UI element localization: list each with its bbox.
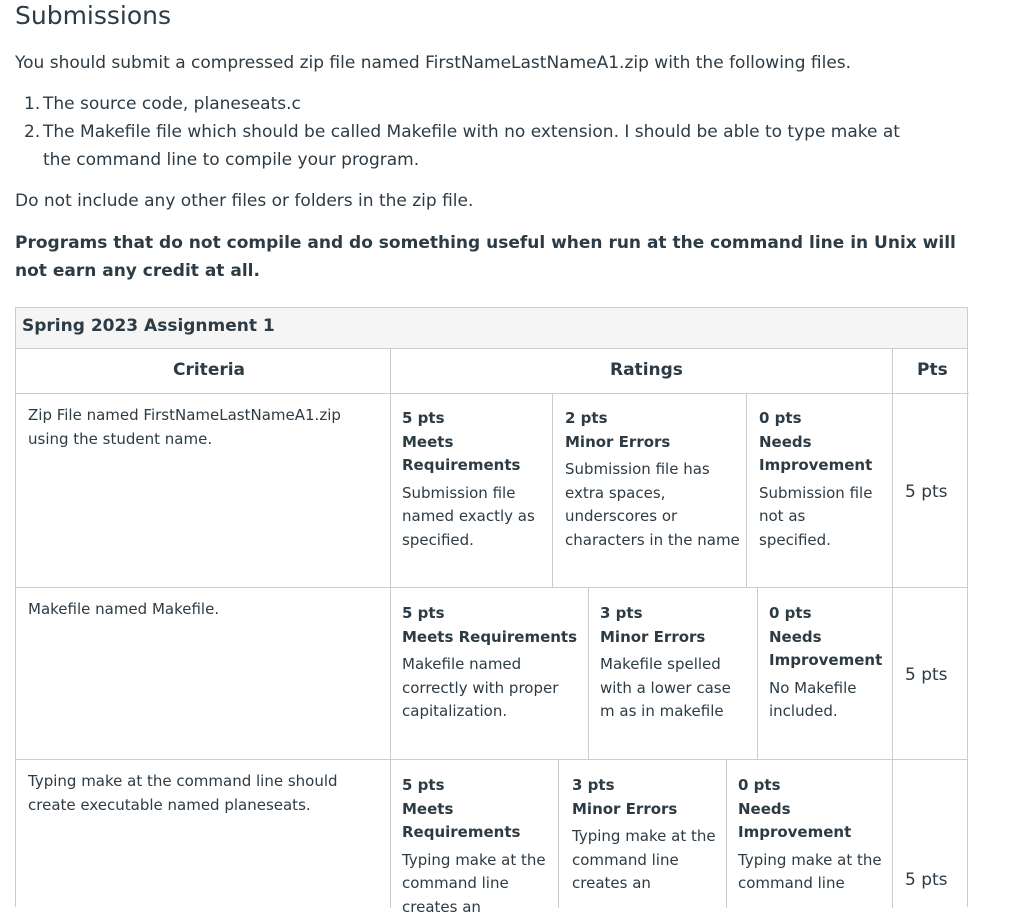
rating-label: Needs Improvement bbox=[738, 798, 886, 845]
rating-points: 5 pts bbox=[402, 604, 445, 622]
rating-points: 0 pts bbox=[759, 409, 802, 427]
column-divider bbox=[390, 348, 391, 908]
ratings-header: Ratings bbox=[391, 348, 893, 394]
rating-points: 3 pts bbox=[600, 604, 643, 622]
rating-label: Minor Errors bbox=[565, 431, 743, 455]
criterion-points: 5 pts bbox=[905, 870, 948, 890]
rating-cell bbox=[572, 774, 720, 896]
list-item bbox=[15, 118, 913, 174]
rating-label: Meets Requirements bbox=[402, 626, 584, 650]
rating-divider bbox=[588, 588, 589, 759]
list-number: 2. bbox=[24, 118, 40, 146]
rating-label: Needs Improvement bbox=[769, 626, 879, 673]
criteria-header: Criteria bbox=[16, 348, 391, 394]
rating-cell bbox=[759, 407, 881, 552]
rating-points: 5 pts bbox=[402, 776, 445, 794]
rating-label: Meets Requirements bbox=[402, 798, 552, 845]
rating-divider bbox=[726, 760, 727, 908]
rating-description: Typing make at the command line creates an bbox=[402, 849, 552, 919]
rating-description: Typing make at the command line bbox=[738, 849, 886, 896]
rating-points: 0 pts bbox=[738, 776, 781, 794]
rating-cell bbox=[565, 407, 743, 552]
rating-divider bbox=[558, 760, 559, 908]
rating-cell bbox=[402, 407, 542, 552]
rating-divider bbox=[552, 394, 553, 587]
rating-description: Typing make at the command line creates an bbox=[572, 825, 720, 896]
list-text: The source code, planeseats.c bbox=[43, 94, 301, 114]
rating-points: 3 pts bbox=[572, 776, 615, 794]
rating-cell bbox=[402, 602, 584, 724]
rubric-caption bbox=[16, 308, 967, 349]
rating-cell bbox=[769, 602, 879, 724]
rating-description: Submission file not as specified. bbox=[759, 482, 881, 553]
intro-text: You should submit a compressed zip file named FirstNameLastNameA1.zip with the following files. bbox=[15, 49, 851, 77]
criterion-points: 5 pts bbox=[905, 665, 948, 685]
criterion-text: Zip File named FirstNameLastNameA1.zip using the student name. bbox=[28, 403, 373, 451]
criterion-points: 5 pts bbox=[905, 482, 948, 502]
rating-description: Makefile named correctly with proper capitalization. bbox=[402, 653, 584, 724]
list-item bbox=[15, 90, 913, 118]
rating-description: Submission file named exactly as specified. bbox=[402, 482, 542, 553]
rating-points: 2 pts bbox=[565, 409, 608, 427]
rubric-title: Spring 2023 Assignment 1 bbox=[22, 316, 275, 336]
rating-label: Needs Improvement bbox=[759, 431, 881, 478]
rating-divider bbox=[746, 394, 747, 587]
rating-cell bbox=[402, 774, 552, 919]
rating-points: 0 pts bbox=[769, 604, 812, 622]
rating-cell bbox=[600, 602, 750, 724]
row-divider bbox=[16, 759, 967, 760]
rating-label: Meets Requirements bbox=[402, 431, 542, 478]
rating-points: 5 pts bbox=[402, 409, 445, 427]
criterion-text: Makefile named Makefile. bbox=[28, 597, 373, 621]
rating-description: Submission file has extra spaces, underscores or characters in the name bbox=[565, 458, 743, 552]
rating-label: Minor Errors bbox=[572, 798, 720, 822]
column-divider bbox=[892, 348, 893, 908]
list-number: 1. bbox=[24, 90, 40, 118]
rating-description: Makefile spelled with a lower case m as in makefile bbox=[600, 653, 750, 724]
rating-divider bbox=[757, 588, 758, 759]
list-text: The Makefile file which should be called Makefile with no extension. I should be able to type make at the command line to compile your program. bbox=[43, 122, 900, 170]
rating-description: No Makefile included. bbox=[769, 677, 879, 724]
criterion-text: Typing make at the command line should create executable named planeseats. bbox=[28, 769, 373, 817]
page-title: Submissions bbox=[15, 0, 171, 32]
rubric-table bbox=[15, 307, 968, 907]
pts-header: Pts bbox=[893, 348, 969, 394]
no-other-files-text: Do not include any other files or folders in the zip file. bbox=[15, 187, 473, 215]
rating-cell bbox=[738, 774, 886, 896]
rating-label: Minor Errors bbox=[600, 626, 750, 650]
warning-text: Programs that do not compile and do something useful when run at the command line in Unix will not earn any credit at all. bbox=[15, 229, 975, 285]
row-divider bbox=[16, 587, 967, 588]
file-list bbox=[15, 90, 913, 174]
